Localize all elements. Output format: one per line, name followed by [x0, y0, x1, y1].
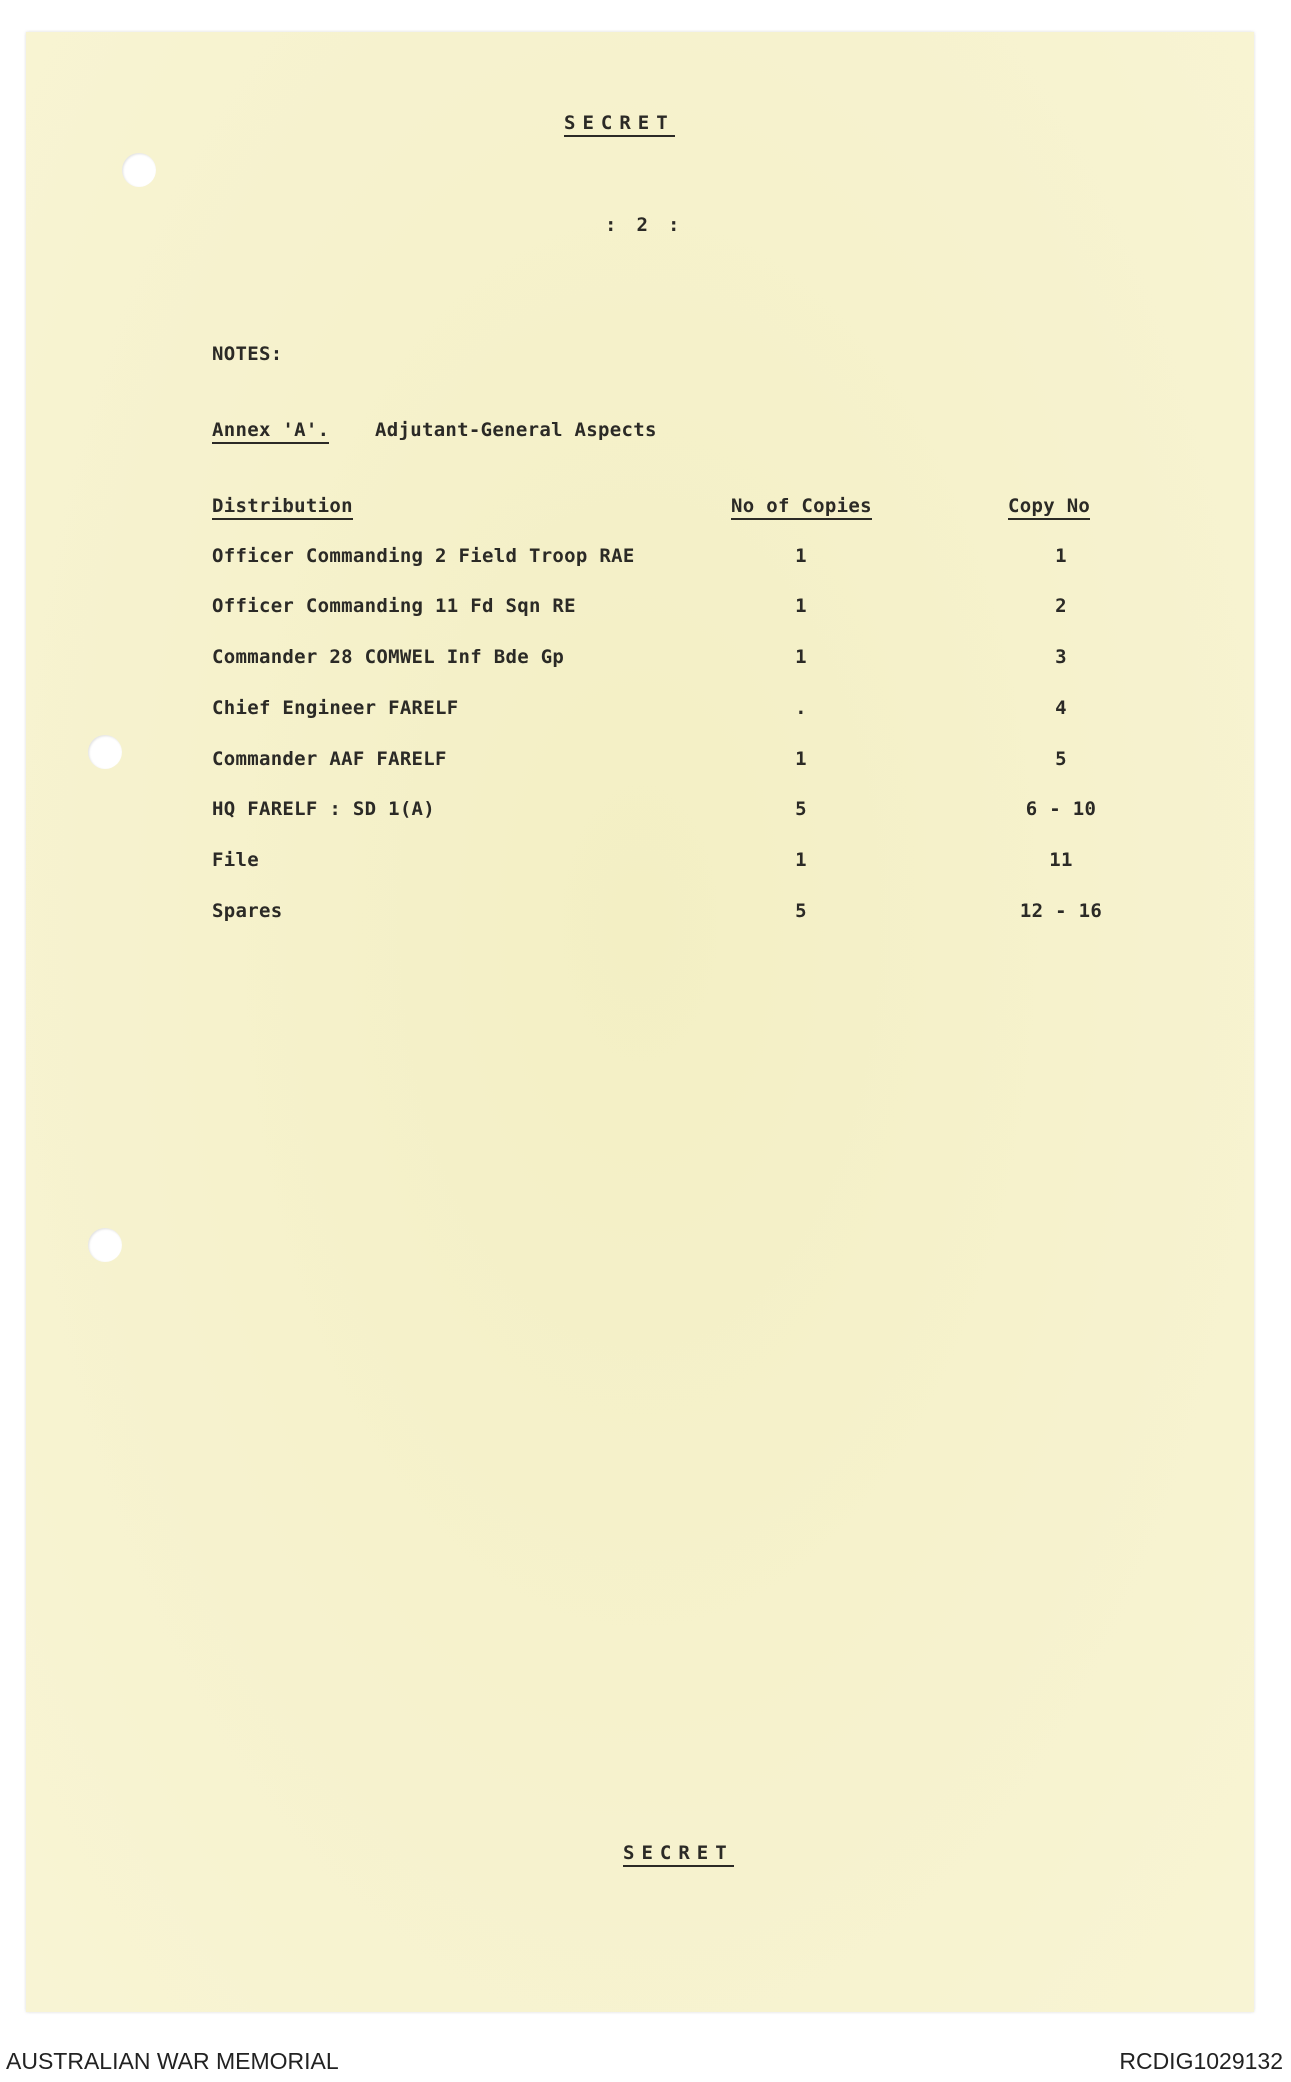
table-row — [26, 849, 1254, 877]
copies-cell: 1 — [795, 849, 807, 871]
notes-heading: NOTES: — [212, 343, 283, 365]
recipient-cell: File — [212, 849, 259, 871]
copy-no-cell: 12 - 16 — [1019, 900, 1103, 922]
footer-classification: SECRET — [623, 1842, 734, 1867]
table-row — [26, 646, 1254, 674]
recipient-cell: Chief Engineer FARELF — [212, 697, 459, 719]
recipient-cell: HQ FARELF : SD 1(A) — [212, 798, 436, 820]
table-row — [26, 798, 1254, 826]
page-number: : 2 : — [605, 214, 680, 236]
column-header-copy-no: Copy No — [1008, 495, 1090, 520]
copies-cell: 1 — [795, 595, 807, 617]
punch-hole-top — [122, 153, 156, 187]
copy-no-cell: 4 — [1055, 697, 1067, 719]
copies-cell: 5 — [795, 798, 807, 820]
table-row — [26, 748, 1254, 776]
annex-title: Adjutant-General Aspects — [375, 419, 657, 441]
copy-no-cell: 5 — [1055, 748, 1067, 770]
archive-institution: AUSTRALIAN WAR MEMORIAL — [6, 2048, 339, 2074]
copy-no-cell: 11 — [1049, 849, 1073, 871]
copies-cell: . — [795, 697, 807, 719]
header-classification: SECRET — [564, 112, 675, 137]
archive-reference: RCDIG1029132 — [1119, 2048, 1283, 2074]
table-row — [26, 595, 1254, 623]
copies-cell: 1 — [795, 646, 807, 668]
copy-no-cell: 3 — [1055, 646, 1067, 668]
table-row — [26, 545, 1254, 573]
document-page — [26, 32, 1254, 2012]
annex-label: Annex 'A'. — [212, 419, 329, 444]
recipient-cell: Commander AAF FARELF — [212, 748, 447, 770]
copies-cell: 5 — [795, 900, 807, 922]
table-row — [26, 697, 1254, 725]
table-row — [26, 900, 1254, 928]
copy-no-cell: 2 — [1055, 595, 1067, 617]
copy-no-cell: 6 - 10 — [1025, 798, 1097, 820]
column-header-copies: No of Copies — [731, 495, 872, 520]
recipient-cell: Officer Commanding 2 Field Troop RAE — [212, 545, 635, 567]
recipient-cell: Commander 28 COMWEL Inf Bde Gp — [212, 646, 565, 668]
column-header-distribution: Distribution — [212, 495, 353, 520]
copies-cell: 1 — [795, 545, 807, 567]
copies-cell: 1 — [795, 748, 807, 770]
recipient-cell: Officer Commanding 11 Fd Sqn RE — [212, 595, 576, 617]
punch-hole-bottom — [88, 1228, 122, 1262]
copy-no-cell: 1 — [1055, 545, 1067, 567]
recipient-cell: Spares — [212, 900, 283, 922]
